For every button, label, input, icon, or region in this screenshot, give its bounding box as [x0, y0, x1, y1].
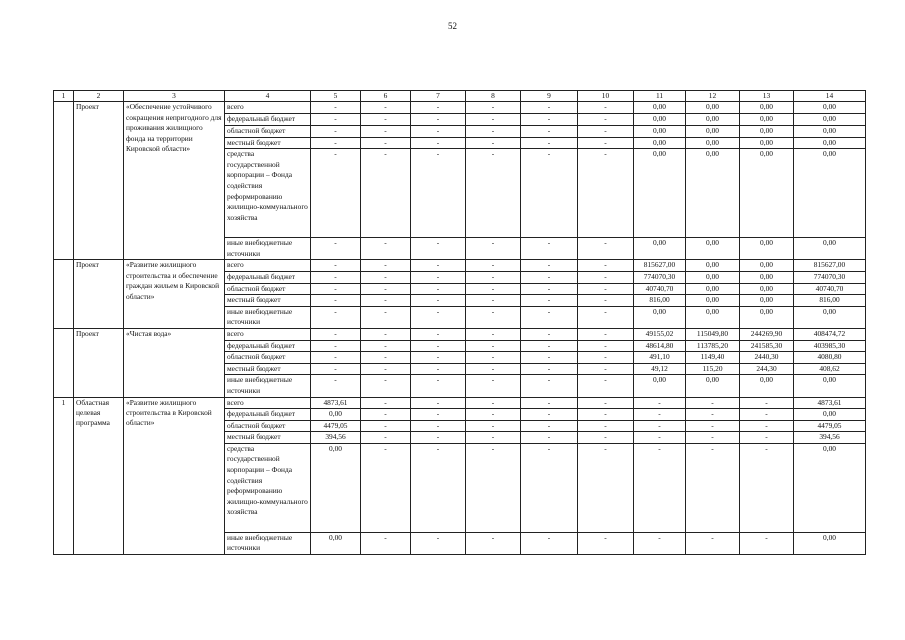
- amount-cell: 0,00: [634, 137, 686, 149]
- column-header: 9: [521, 91, 578, 102]
- amount-cell: 0,00: [634, 114, 686, 126]
- funding-source-cell: федеральный бюджет: [225, 271, 311, 283]
- funding-source-cell: областной бюджет: [225, 126, 311, 138]
- page-number: 52: [448, 21, 457, 31]
- amount-cell: -: [411, 532, 466, 554]
- amount-cell: -: [411, 102, 466, 114]
- amount-cell: -: [521, 363, 578, 375]
- amount-cell: -: [521, 137, 578, 149]
- funding-source-cell: областной бюджет: [225, 352, 311, 364]
- amount-cell: 0,00: [686, 126, 740, 138]
- funding-source-cell: федеральный бюджет: [225, 340, 311, 352]
- amount-cell: -: [466, 363, 521, 375]
- amount-cell: 0,00: [686, 260, 740, 272]
- amount-cell: -: [466, 137, 521, 149]
- amount-cell: -: [466, 352, 521, 364]
- amount-cell: -: [578, 260, 634, 272]
- amount-cell: 4479,05: [311, 420, 361, 432]
- amount-cell: 0,00: [794, 238, 866, 260]
- amount-cell: -: [361, 260, 411, 272]
- amount-cell: 0,00: [686, 238, 740, 260]
- funding-source-cell: всего: [225, 397, 311, 409]
- amount-cell: -: [521, 443, 578, 532]
- amount-cell: -: [411, 271, 466, 283]
- amount-cell: -: [521, 102, 578, 114]
- amount-cell: 4080,80: [794, 352, 866, 364]
- amount-cell: 394,56: [311, 432, 361, 444]
- amount-cell: -: [466, 114, 521, 126]
- column-header: 2: [74, 91, 124, 102]
- amount-cell: -: [466, 409, 521, 421]
- amount-cell: -: [578, 328, 634, 340]
- amount-cell: -: [578, 420, 634, 432]
- amount-cell: -: [740, 532, 794, 554]
- amount-cell: -: [521, 352, 578, 364]
- amount-cell: -: [466, 340, 521, 352]
- funding-source-cell: всего: [225, 102, 311, 114]
- amount-cell: -: [311, 260, 361, 272]
- item-type-cell: Проект: [74, 102, 124, 260]
- table-row: [54, 397, 866, 409]
- amount-cell: -: [361, 114, 411, 126]
- amount-cell: -: [361, 352, 411, 364]
- amount-cell: -: [311, 271, 361, 283]
- amount-cell: -: [578, 532, 634, 554]
- amount-cell: -: [411, 363, 466, 375]
- amount-cell: 0,00: [740, 271, 794, 283]
- item-type-cell: Областная целевая программа: [74, 397, 124, 555]
- row-number-cell: [54, 102, 74, 260]
- amount-cell: 113785,20: [686, 340, 740, 352]
- item-name-cell: «Обеспечение устойчивого сокращения непригодного для проживания жилищного фонда на территории Кировской области»: [124, 102, 225, 260]
- amount-cell: 0,00: [794, 102, 866, 114]
- amount-cell: -: [411, 238, 466, 260]
- amount-cell: -: [521, 340, 578, 352]
- amount-cell: -: [411, 328, 466, 340]
- amount-cell: -: [521, 149, 578, 238]
- table-row: [54, 260, 866, 272]
- amount-cell: 816,00: [794, 295, 866, 307]
- amount-cell: -: [311, 114, 361, 126]
- amount-cell: 0,00: [311, 443, 361, 532]
- funding-source-cell: иные внебюджетные источники: [225, 375, 311, 397]
- amount-cell: 4873,61: [311, 397, 361, 409]
- amount-cell: -: [521, 126, 578, 138]
- amount-cell: -: [578, 375, 634, 397]
- amount-cell: -: [521, 271, 578, 283]
- amount-cell: -: [361, 340, 411, 352]
- amount-cell: -: [361, 409, 411, 421]
- funding-source-cell: федеральный бюджет: [225, 114, 311, 126]
- amount-cell: -: [361, 532, 411, 554]
- amount-cell: 0,00: [686, 375, 740, 397]
- column-header: 10: [578, 91, 634, 102]
- amount-cell: 48614,80: [634, 340, 686, 352]
- amount-cell: 774070,30: [634, 271, 686, 283]
- amount-cell: 0,00: [740, 295, 794, 307]
- amount-cell: 115,20: [686, 363, 740, 375]
- amount-cell: -: [466, 126, 521, 138]
- amount-cell: -: [521, 409, 578, 421]
- amount-cell: -: [466, 397, 521, 409]
- amount-cell: -: [521, 260, 578, 272]
- amount-cell: -: [686, 432, 740, 444]
- amount-cell: 0,00: [686, 283, 740, 295]
- amount-cell: -: [361, 375, 411, 397]
- amount-cell: -: [740, 409, 794, 421]
- amount-cell: 0,00: [740, 102, 794, 114]
- amount-cell: 0,00: [686, 137, 740, 149]
- amount-cell: 0,00: [794, 137, 866, 149]
- amount-cell: 0,00: [634, 102, 686, 114]
- amount-cell: -: [311, 306, 361, 328]
- amount-cell: -: [311, 149, 361, 238]
- amount-cell: 0,00: [740, 283, 794, 295]
- amount-cell: 244269,90: [740, 328, 794, 340]
- amount-cell: -: [361, 443, 411, 532]
- amount-cell: -: [740, 420, 794, 432]
- amount-cell: -: [578, 283, 634, 295]
- row-number-cell: 1: [54, 397, 74, 555]
- amount-cell: -: [521, 238, 578, 260]
- amount-cell: -: [634, 432, 686, 444]
- funding-source-cell: всего: [225, 328, 311, 340]
- amount-cell: -: [411, 420, 466, 432]
- amount-cell: -: [361, 137, 411, 149]
- funding-source-cell: местный бюджет: [225, 363, 311, 375]
- item-type-cell: Проект: [74, 260, 124, 329]
- amount-cell: -: [466, 271, 521, 283]
- amount-cell: -: [521, 397, 578, 409]
- amount-cell: 0,00: [634, 375, 686, 397]
- amount-cell: -: [466, 283, 521, 295]
- amount-cell: -: [634, 420, 686, 432]
- amount-cell: -: [740, 432, 794, 444]
- amount-cell: 40740,70: [794, 283, 866, 295]
- amount-cell: -: [411, 432, 466, 444]
- amount-cell: 115049,80: [686, 328, 740, 340]
- funding-source-cell: местный бюджет: [225, 432, 311, 444]
- amount-cell: -: [578, 271, 634, 283]
- amount-cell: -: [578, 397, 634, 409]
- item-name-cell: «Развитие жилищного строительства в Кировской области»: [124, 397, 225, 555]
- amount-cell: -: [411, 306, 466, 328]
- amount-cell: 403985,30: [794, 340, 866, 352]
- amount-cell: 1149,40: [686, 352, 740, 364]
- amount-cell: -: [411, 283, 466, 295]
- column-header: 11: [634, 91, 686, 102]
- amount-cell: -: [411, 352, 466, 364]
- amount-cell: -: [466, 375, 521, 397]
- amount-cell: 0,00: [740, 238, 794, 260]
- amount-cell: -: [634, 532, 686, 554]
- amount-cell: 0,00: [794, 532, 866, 554]
- amount-cell: 0,00: [794, 126, 866, 138]
- column-header: 13: [740, 91, 794, 102]
- amount-cell: -: [411, 409, 466, 421]
- amount-cell: -: [311, 238, 361, 260]
- amount-cell: -: [521, 375, 578, 397]
- amount-cell: -: [411, 149, 466, 238]
- amount-cell: -: [361, 295, 411, 307]
- row-number-cell: [54, 260, 74, 329]
- amount-cell: -: [686, 420, 740, 432]
- column-header: 12: [686, 91, 740, 102]
- amount-cell: 0,00: [794, 114, 866, 126]
- amount-cell: -: [521, 114, 578, 126]
- amount-cell: -: [521, 295, 578, 307]
- amount-cell: -: [411, 260, 466, 272]
- amount-cell: -: [411, 397, 466, 409]
- amount-cell: 0,00: [794, 375, 866, 397]
- funding-source-cell: местный бюджет: [225, 137, 311, 149]
- column-header: 3: [124, 91, 225, 102]
- amount-cell: 4479,05: [794, 420, 866, 432]
- amount-cell: -: [361, 432, 411, 444]
- amount-cell: -: [578, 363, 634, 375]
- amount-cell: -: [686, 409, 740, 421]
- funding-source-cell: областной бюджет: [225, 283, 311, 295]
- item-type-cell: Проект: [74, 328, 124, 397]
- amount-cell: 49155,02: [634, 328, 686, 340]
- amount-cell: -: [466, 432, 521, 444]
- amount-cell: -: [740, 397, 794, 409]
- amount-cell: -: [686, 397, 740, 409]
- amount-cell: -: [411, 114, 466, 126]
- amount-cell: -: [466, 295, 521, 307]
- column-header: 7: [411, 91, 466, 102]
- amount-cell: 0,00: [740, 375, 794, 397]
- header-row: [54, 91, 866, 102]
- column-header: 14: [794, 91, 866, 102]
- amount-cell: -: [411, 137, 466, 149]
- amount-cell: 0,00: [794, 306, 866, 328]
- amount-cell: -: [578, 126, 634, 138]
- amount-cell: -: [311, 295, 361, 307]
- amount-cell: -: [466, 260, 521, 272]
- amount-cell: -: [578, 238, 634, 260]
- amount-cell: 0,00: [740, 306, 794, 328]
- column-header: 4: [225, 91, 311, 102]
- amount-cell: 0,00: [311, 532, 361, 554]
- amount-cell: 0,00: [634, 149, 686, 238]
- column-header: 8: [466, 91, 521, 102]
- amount-cell: -: [361, 149, 411, 238]
- item-name-cell: «Чистая вода»: [124, 328, 225, 397]
- amount-cell: 408,62: [794, 363, 866, 375]
- amount-cell: 0,00: [794, 443, 866, 532]
- amount-cell: 0,00: [740, 137, 794, 149]
- amount-cell: 774070,30: [794, 271, 866, 283]
- amount-cell: -: [578, 102, 634, 114]
- amount-cell: -: [411, 443, 466, 532]
- amount-cell: -: [686, 532, 740, 554]
- amount-cell: -: [521, 306, 578, 328]
- row-number-cell: [54, 328, 74, 397]
- amount-cell: -: [361, 363, 411, 375]
- amount-cell: -: [411, 375, 466, 397]
- amount-cell: 816,00: [634, 295, 686, 307]
- amount-cell: 0,00: [686, 114, 740, 126]
- amount-cell: -: [466, 532, 521, 554]
- column-header: 6: [361, 91, 411, 102]
- amount-cell: -: [311, 137, 361, 149]
- amount-cell: 491,10: [634, 352, 686, 364]
- table-row: [54, 328, 866, 340]
- amount-cell: -: [578, 306, 634, 328]
- budget-table: [53, 90, 866, 555]
- amount-cell: 0,00: [740, 126, 794, 138]
- amount-cell: -: [634, 409, 686, 421]
- amount-cell: -: [466, 238, 521, 260]
- amount-cell: -: [634, 443, 686, 532]
- amount-cell: -: [361, 271, 411, 283]
- amount-cell: -: [521, 420, 578, 432]
- funding-source-cell: иные внебюджетные источники: [225, 238, 311, 260]
- amount-cell: -: [361, 420, 411, 432]
- funding-source-cell: местный бюджет: [225, 295, 311, 307]
- amount-cell: -: [361, 283, 411, 295]
- amount-cell: -: [311, 352, 361, 364]
- item-name-cell: «Развитие жилищного строительства и обеспечение граждан жильем в Кировской области»: [124, 260, 225, 329]
- amount-cell: -: [311, 283, 361, 295]
- amount-cell: 0,00: [634, 126, 686, 138]
- amount-cell: 0,00: [686, 295, 740, 307]
- amount-cell: -: [578, 149, 634, 238]
- funding-source-cell: иные внебюджетные источники: [225, 306, 311, 328]
- amount-cell: -: [634, 397, 686, 409]
- amount-cell: -: [361, 328, 411, 340]
- amount-cell: 0,00: [686, 149, 740, 238]
- amount-cell: -: [578, 432, 634, 444]
- amount-cell: 49,12: [634, 363, 686, 375]
- column-header: 1: [54, 91, 74, 102]
- amount-cell: -: [411, 340, 466, 352]
- amount-cell: -: [466, 102, 521, 114]
- amount-cell: -: [311, 375, 361, 397]
- amount-cell: -: [466, 328, 521, 340]
- amount-cell: -: [411, 126, 466, 138]
- amount-cell: -: [361, 102, 411, 114]
- amount-cell: -: [578, 137, 634, 149]
- amount-cell: 0,00: [794, 149, 866, 238]
- amount-cell: -: [361, 397, 411, 409]
- amount-cell: -: [578, 340, 634, 352]
- amount-cell: -: [466, 149, 521, 238]
- funding-source-cell: федеральный бюджет: [225, 409, 311, 421]
- amount-cell: -: [361, 238, 411, 260]
- amount-cell: -: [686, 443, 740, 532]
- amount-cell: 0,00: [686, 102, 740, 114]
- amount-cell: -: [578, 295, 634, 307]
- amount-cell: -: [311, 328, 361, 340]
- amount-cell: -: [578, 443, 634, 532]
- table-row: [54, 102, 866, 114]
- amount-cell: -: [466, 306, 521, 328]
- amount-cell: -: [411, 295, 466, 307]
- amount-cell: -: [578, 409, 634, 421]
- column-header: 5: [311, 91, 361, 102]
- amount-cell: -: [521, 283, 578, 295]
- amount-cell: 394,56: [794, 432, 866, 444]
- amount-cell: 0,00: [311, 409, 361, 421]
- amount-cell: -: [311, 340, 361, 352]
- amount-cell: 40740,70: [634, 283, 686, 295]
- amount-cell: 2440,30: [740, 352, 794, 364]
- amount-cell: -: [466, 443, 521, 532]
- funding-source-cell: средства государственной корпорации – Фонда содействия реформированию жилищно-коммунального хозяйства: [225, 149, 311, 238]
- amount-cell: 4873,61: [794, 397, 866, 409]
- amount-cell: -: [361, 306, 411, 328]
- amount-cell: -: [740, 443, 794, 532]
- amount-cell: -: [578, 114, 634, 126]
- amount-cell: -: [466, 420, 521, 432]
- amount-cell: 815627,00: [634, 260, 686, 272]
- amount-cell: -: [311, 102, 361, 114]
- amount-cell: -: [521, 328, 578, 340]
- amount-cell: 0,00: [740, 260, 794, 272]
- amount-cell: 408474,72: [794, 328, 866, 340]
- amount-cell: 0,00: [686, 306, 740, 328]
- amount-cell: 0,00: [686, 271, 740, 283]
- funding-source-cell: всего: [225, 260, 311, 272]
- amount-cell: 0,00: [634, 306, 686, 328]
- amount-cell: -: [361, 126, 411, 138]
- amount-cell: -: [521, 432, 578, 444]
- amount-cell: 0,00: [794, 409, 866, 421]
- amount-cell: 815627,00: [794, 260, 866, 272]
- amount-cell: 241585,30: [740, 340, 794, 352]
- amount-cell: -: [521, 532, 578, 554]
- amount-cell: -: [311, 126, 361, 138]
- funding-source-cell: иные внебюджетные источники: [225, 532, 311, 554]
- funding-source-cell: средства государственной корпорации – Фонда содействия реформированию жилищно-коммунального хозяйства: [225, 443, 311, 532]
- amount-cell: 244,30: [740, 363, 794, 375]
- amount-cell: -: [578, 352, 634, 364]
- amount-cell: -: [311, 363, 361, 375]
- amount-cell: 0,00: [634, 238, 686, 260]
- funding-source-cell: областной бюджет: [225, 420, 311, 432]
- amount-cell: 0,00: [740, 114, 794, 126]
- amount-cell: 0,00: [740, 149, 794, 238]
